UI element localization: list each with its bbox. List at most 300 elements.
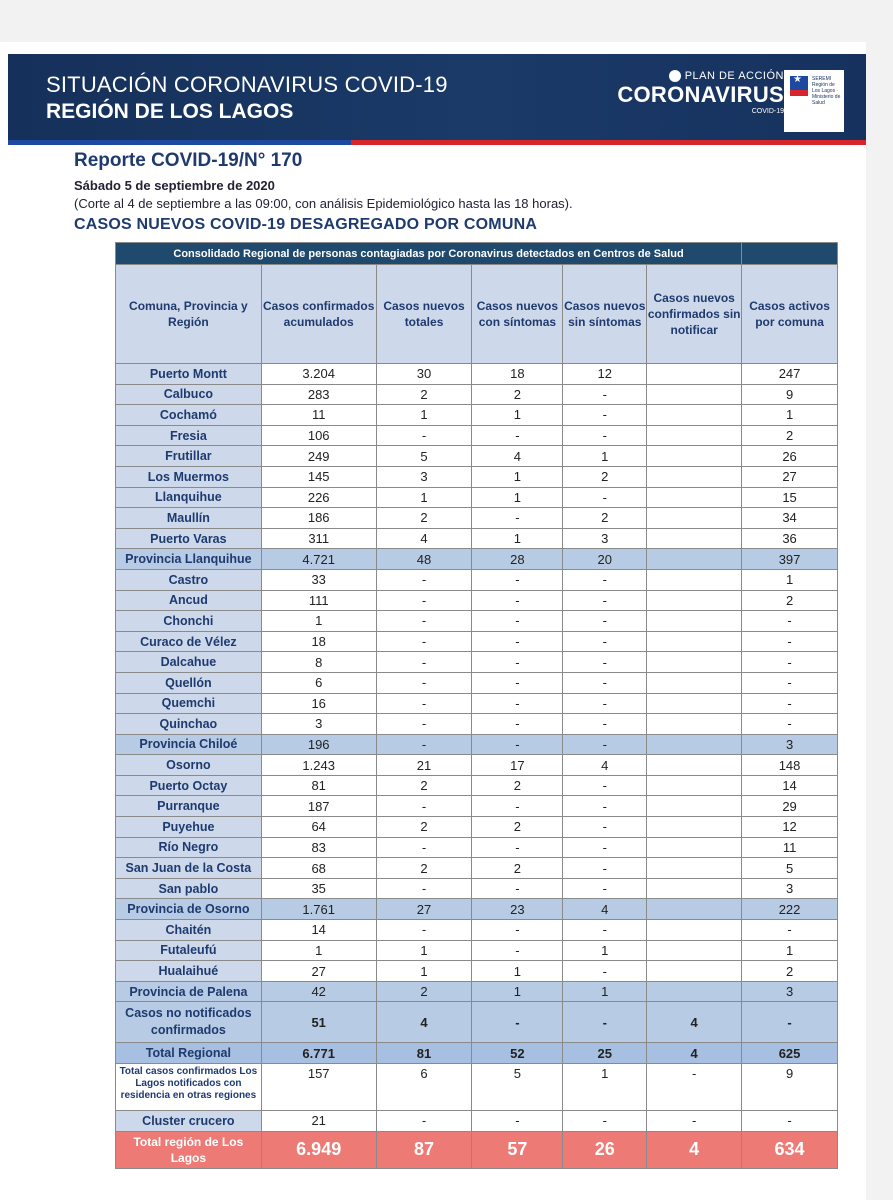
table-cell [647, 878, 742, 899]
table-cell: 23 [472, 899, 563, 920]
row-label: Puyehue [116, 817, 262, 838]
table-row [116, 940, 838, 961]
table-cell: 2 [376, 981, 472, 1002]
table-cell: 1 [563, 981, 647, 1002]
table-row [116, 961, 838, 982]
table-row [116, 405, 838, 426]
table-cell: 1 [563, 446, 647, 467]
table-row [116, 878, 838, 899]
plan-brand: CORONAVIRUS [617, 82, 784, 108]
table-row [116, 364, 838, 385]
table-cell: - [472, 425, 563, 446]
table-cell: 4 [472, 446, 563, 467]
table-cell: 634 [742, 1131, 838, 1168]
row-label: Chaitén [116, 920, 262, 941]
table-cell [647, 899, 742, 920]
table-cell: 106 [261, 425, 376, 446]
table-cell: 397 [742, 549, 838, 570]
column-header: Casos confirmados acumulados [261, 265, 376, 364]
table-cell: - [563, 487, 647, 508]
section-title: CASOS NUEVOS COVID-19 DESAGREGADO POR COMUNA [74, 216, 538, 233]
table-cell [647, 734, 742, 755]
table-cell [647, 837, 742, 858]
table-cell: - [563, 837, 647, 858]
table-cell: - [376, 878, 472, 899]
table-row [116, 528, 838, 549]
table-cell: 1 [472, 981, 563, 1002]
table-cell: - [376, 652, 472, 673]
row-label: Calbuco [116, 384, 262, 405]
table-cell [647, 940, 742, 961]
table-cell: 2 [472, 817, 563, 838]
table-cell [647, 528, 742, 549]
table-row [116, 508, 838, 529]
table-cell: - [563, 631, 647, 652]
table-caption: Consolidado Regional de personas contagiadas por Coronavirus detectados en Centros de Salud [116, 243, 742, 265]
table-row [116, 1111, 838, 1132]
table-row [116, 590, 838, 611]
table-cell [647, 508, 742, 529]
row-label: Puerto Montt [116, 364, 262, 385]
table-row [116, 796, 838, 817]
table-cell [647, 549, 742, 570]
table-cell: 1 [742, 405, 838, 426]
table-cell: - [472, 693, 563, 714]
table-cell: 27 [261, 961, 376, 982]
table-cell [647, 446, 742, 467]
row-label: Maullín [116, 508, 262, 529]
table-cell: - [472, 837, 563, 858]
table-cell: 16 [261, 693, 376, 714]
row-label: Provincia Llanquihue [116, 549, 262, 570]
table-cell: 196 [261, 734, 376, 755]
table-cell: - [647, 1111, 742, 1132]
table-cell: - [376, 569, 472, 590]
table-cell: 186 [261, 508, 376, 529]
table-cell [647, 775, 742, 796]
table-cell: - [563, 384, 647, 405]
table-cell: - [472, 652, 563, 673]
table-cell: 625 [742, 1043, 838, 1064]
row-label: Futaleufú [116, 940, 262, 961]
table-cell: - [376, 631, 472, 652]
table-row [116, 549, 838, 570]
table-cell: 14 [261, 920, 376, 941]
table-cell [647, 714, 742, 735]
table-cell: 249 [261, 446, 376, 467]
row-label: Dalcahue [116, 652, 262, 673]
table-cell: - [563, 878, 647, 899]
table-cell: 26 [563, 1131, 647, 1168]
header-title-line1: SITUACIÓN CORONAVIRUS COVID-19 [46, 72, 448, 97]
table-cell: - [563, 652, 647, 673]
table-row [116, 714, 838, 735]
table-row [116, 981, 838, 1002]
table-cell: 3 [563, 528, 647, 549]
table-cell: 222 [742, 899, 838, 920]
table-cell: - [563, 611, 647, 632]
table-cell: 17 [472, 755, 563, 776]
table-cell: 27 [742, 466, 838, 487]
row-label: San pablo [116, 878, 262, 899]
table-cell: 5 [472, 1064, 563, 1111]
row-label: Los Muermos [116, 466, 262, 487]
table-cell: - [472, 940, 563, 961]
row-label: Quemchi [116, 693, 262, 714]
row-label: Chonchi [116, 611, 262, 632]
table-cell: 2 [742, 590, 838, 611]
table-cell: 6.949 [261, 1131, 376, 1168]
table-cell: 1 [563, 940, 647, 961]
table-cell: 1 [261, 940, 376, 961]
table-cell: 283 [261, 384, 376, 405]
table-cell: - [472, 672, 563, 693]
row-label: Quellón [116, 672, 262, 693]
table-cell: - [376, 920, 472, 941]
table-cell: 157 [261, 1064, 376, 1111]
table-cell: 2 [376, 858, 472, 879]
table-cell: - [563, 405, 647, 426]
table-cell: 48 [376, 549, 472, 570]
table-cell: 2 [742, 961, 838, 982]
table-cell [647, 569, 742, 590]
table-cell: - [563, 775, 647, 796]
table-cell [647, 487, 742, 508]
table-cell: - [376, 796, 472, 817]
table-cell: 1 [376, 405, 472, 426]
table-cell: - [472, 569, 563, 590]
table-row [116, 672, 838, 693]
table-cell: 12 [563, 364, 647, 385]
table-cell: 6.771 [261, 1043, 376, 1064]
table-cell [647, 693, 742, 714]
table-cell: 2 [376, 384, 472, 405]
table-cell: 3 [742, 734, 838, 755]
table-cell: 11 [261, 405, 376, 426]
table-row [116, 837, 838, 858]
table-row [116, 817, 838, 838]
table-cell [647, 611, 742, 632]
table-row [116, 734, 838, 755]
table-cell: - [563, 714, 647, 735]
table-cell: 2 [472, 858, 563, 879]
report-date: Sábado 5 de septiembre de 2020 [74, 178, 275, 193]
table-cell: 9 [742, 1064, 838, 1111]
row-label: Cluster crucero [116, 1111, 262, 1132]
table-row [116, 1131, 838, 1168]
table-row [116, 611, 838, 632]
row-label: Total casos confirmados Los Lagos notificados con residencia en otras regiones [116, 1064, 262, 1111]
row-label: Osorno [116, 755, 262, 776]
table-cell [647, 920, 742, 941]
table-cell: 3 [742, 981, 838, 1002]
gov-text: SEREMI Región de Los Lagos · Ministerio de Salud [812, 76, 841, 106]
table-cell: - [472, 920, 563, 941]
government-logo [784, 70, 844, 132]
table-cell: 18 [261, 631, 376, 652]
table-cell: 27 [376, 899, 472, 920]
row-label: Quinchao [116, 714, 262, 735]
table-cell: 12 [742, 817, 838, 838]
table-cell: 35 [261, 878, 376, 899]
table-cell: - [376, 1111, 472, 1132]
row-label: Río Negro [116, 837, 262, 858]
table-cell: - [742, 714, 838, 735]
table-cell: 68 [261, 858, 376, 879]
table-cell: - [472, 734, 563, 755]
table-cell: 64 [261, 817, 376, 838]
table-cell [647, 817, 742, 838]
table-cell [647, 961, 742, 982]
table-row [116, 569, 838, 590]
table-cell: 311 [261, 528, 376, 549]
table-cell: 2 [376, 775, 472, 796]
row-label: Ancud [116, 590, 262, 611]
table-cell: 4 [376, 528, 472, 549]
table-cell: 1 [376, 487, 472, 508]
table-cell: 3.204 [261, 364, 376, 385]
table-cell: 21 [376, 755, 472, 776]
table-cell: 18 [472, 364, 563, 385]
table-cell: - [376, 714, 472, 735]
virus-icon [669, 70, 681, 82]
row-label: Purranque [116, 796, 262, 817]
table-row [116, 755, 838, 776]
table-cell: - [742, 611, 838, 632]
table-cell: - [472, 508, 563, 529]
table-cell: - [472, 590, 563, 611]
table-row [116, 466, 838, 487]
table-cell: - [742, 1002, 838, 1043]
plan-sub: COVID-19 [751, 108, 784, 116]
table-cell: 29 [742, 796, 838, 817]
table-cell: 2 [563, 508, 647, 529]
table-cell: 26 [742, 446, 838, 467]
table-row [116, 775, 838, 796]
table-cell: 1 [472, 961, 563, 982]
report-note: (Corte al 4 de septiembre a las 09:00, con análisis Epidemiológico hasta las 18 horas). [74, 196, 573, 211]
table-row [116, 693, 838, 714]
table-cell: 9 [742, 384, 838, 405]
table-cell: - [742, 920, 838, 941]
table-cell: 1 [742, 940, 838, 961]
plan-accion-logo [604, 70, 784, 115]
table-cell: 4.721 [261, 549, 376, 570]
table-row [116, 425, 838, 446]
table-cell: - [742, 652, 838, 673]
table-cell: 2 [376, 508, 472, 529]
row-label: Provincia Chiloé [116, 734, 262, 755]
row-label: Puerto Octay [116, 775, 262, 796]
row-label: Fresia [116, 425, 262, 446]
table-cell: 1 [472, 466, 563, 487]
table-cell: 4 [647, 1043, 742, 1064]
table-cell: 1 [472, 405, 563, 426]
table-cell: 81 [261, 775, 376, 796]
table-cell: - [472, 796, 563, 817]
table-cell: - [376, 590, 472, 611]
table-row [116, 899, 838, 920]
table-cell: 111 [261, 590, 376, 611]
table-cell: 52 [472, 1043, 563, 1064]
table-cell: 2 [563, 466, 647, 487]
table-cell: - [742, 631, 838, 652]
table-cell: 15 [742, 487, 838, 508]
table-cell: - [563, 1111, 647, 1132]
row-label: Cochamó [116, 405, 262, 426]
table-cell: 148 [742, 755, 838, 776]
table-cell: 1.761 [261, 899, 376, 920]
table-cell: 2 [472, 384, 563, 405]
table-cell [647, 755, 742, 776]
row-label: Provincia de Palena [116, 981, 262, 1002]
table-cell: - [563, 693, 647, 714]
table-cell: - [563, 858, 647, 879]
table-cell: 3 [742, 878, 838, 899]
covid-table [115, 242, 838, 1169]
row-label: Casos no notificados confirmados [116, 1002, 262, 1043]
table-cell [647, 425, 742, 446]
table-cell: 42 [261, 981, 376, 1002]
table-cell: - [563, 796, 647, 817]
table-cell [647, 405, 742, 426]
table-row [116, 1043, 838, 1064]
table-cell: - [563, 425, 647, 446]
table-cell: - [563, 734, 647, 755]
table-cell: 1 [376, 961, 472, 982]
table-cell: 1 [742, 569, 838, 590]
table-cell: 5 [376, 446, 472, 467]
table-header-row [116, 265, 838, 364]
table-cell: 1 [472, 528, 563, 549]
table-cell: - [563, 1002, 647, 1043]
table-cell: - [563, 672, 647, 693]
table-cell: 25 [563, 1043, 647, 1064]
table-row [116, 384, 838, 405]
table-cell: - [472, 714, 563, 735]
row-label: San Juan de la Costa [116, 858, 262, 879]
table-cell: - [376, 425, 472, 446]
table-cell [647, 631, 742, 652]
table-cell: 4 [563, 755, 647, 776]
table-cell: 1 [261, 611, 376, 632]
table-cell: 51 [261, 1002, 376, 1043]
table-caption-filler [742, 243, 838, 265]
column-header: Comuna, Provincia y Región [116, 265, 262, 364]
table-cell: 14 [742, 775, 838, 796]
table-cell: - [472, 878, 563, 899]
table-cell: 4 [563, 899, 647, 920]
header-banner [8, 54, 866, 142]
table-cell: 3 [261, 714, 376, 735]
table-cell: 1 [472, 487, 563, 508]
table-cell: - [376, 693, 472, 714]
star-icon: ★ [793, 74, 802, 85]
table-cell: 2 [472, 775, 563, 796]
row-label: Curaco de Vélez [116, 631, 262, 652]
row-label: Frutillar [116, 446, 262, 467]
banner-stripe [8, 140, 866, 145]
table-cell: 6 [376, 1064, 472, 1111]
header-title-line2: REGIÓN DE LOS LAGOS [46, 100, 294, 123]
table-cell: 28 [472, 549, 563, 570]
table-cell: 6 [261, 672, 376, 693]
table-row [116, 487, 838, 508]
table-row [116, 920, 838, 941]
table-cell [647, 590, 742, 611]
table-cell: 36 [742, 528, 838, 549]
table-cell [647, 672, 742, 693]
table-cell: 1 [563, 1064, 647, 1111]
table-cell: - [376, 734, 472, 755]
table-cell: - [376, 611, 472, 632]
row-label: Puerto Varas [116, 528, 262, 549]
table-cell: 11 [742, 837, 838, 858]
row-label: Total Regional [116, 1043, 262, 1064]
row-label: Total región de Los Lagos [116, 1131, 262, 1168]
table-cell: - [742, 1111, 838, 1132]
table-row [116, 1064, 838, 1111]
row-label: Provincia de Osorno [116, 899, 262, 920]
table-cell: - [563, 817, 647, 838]
table-cell: 145 [261, 466, 376, 487]
table-body [116, 364, 838, 1169]
table-cell: - [647, 1064, 742, 1111]
column-header: Casos activos por comuna [742, 265, 838, 364]
table-cell [647, 466, 742, 487]
table-cell [647, 652, 742, 673]
table-cell: 5 [742, 858, 838, 879]
table-cell: 4 [647, 1131, 742, 1168]
table-row [116, 858, 838, 879]
table-row [116, 446, 838, 467]
table-cell: - [376, 672, 472, 693]
table-cell: - [472, 611, 563, 632]
table-cell: - [376, 837, 472, 858]
row-label: Castro [116, 569, 262, 590]
column-header: Casos nuevos con síntomas [472, 265, 563, 364]
table-cell: - [563, 590, 647, 611]
table-cell: 2 [376, 817, 472, 838]
table-cell: 21 [261, 1111, 376, 1132]
table-cell: - [742, 693, 838, 714]
table-cell: 1.243 [261, 755, 376, 776]
table-cell: 83 [261, 837, 376, 858]
table-cell: 57 [472, 1131, 563, 1168]
table-cell: 30 [376, 364, 472, 385]
table-cell: 187 [261, 796, 376, 817]
table-cell: - [472, 631, 563, 652]
table-cell [647, 364, 742, 385]
table-cell: 33 [261, 569, 376, 590]
table-cell: - [472, 1002, 563, 1043]
table-cell: - [472, 1111, 563, 1132]
table-cell: - [563, 920, 647, 941]
table-cell: 34 [742, 508, 838, 529]
table-cell: - [563, 961, 647, 982]
table-cell [647, 981, 742, 1002]
column-header: Casos nuevos confirmados sin notificar [647, 265, 742, 364]
table-cell: 4 [647, 1002, 742, 1043]
table-cell [647, 384, 742, 405]
column-header: Casos nuevos sin síntomas [563, 265, 647, 364]
table-cell: 2 [742, 425, 838, 446]
table-row [116, 631, 838, 652]
table-cell: 1 [376, 940, 472, 961]
row-label: Llanquihue [116, 487, 262, 508]
table-cell: 81 [376, 1043, 472, 1064]
table-cell: 3 [376, 466, 472, 487]
